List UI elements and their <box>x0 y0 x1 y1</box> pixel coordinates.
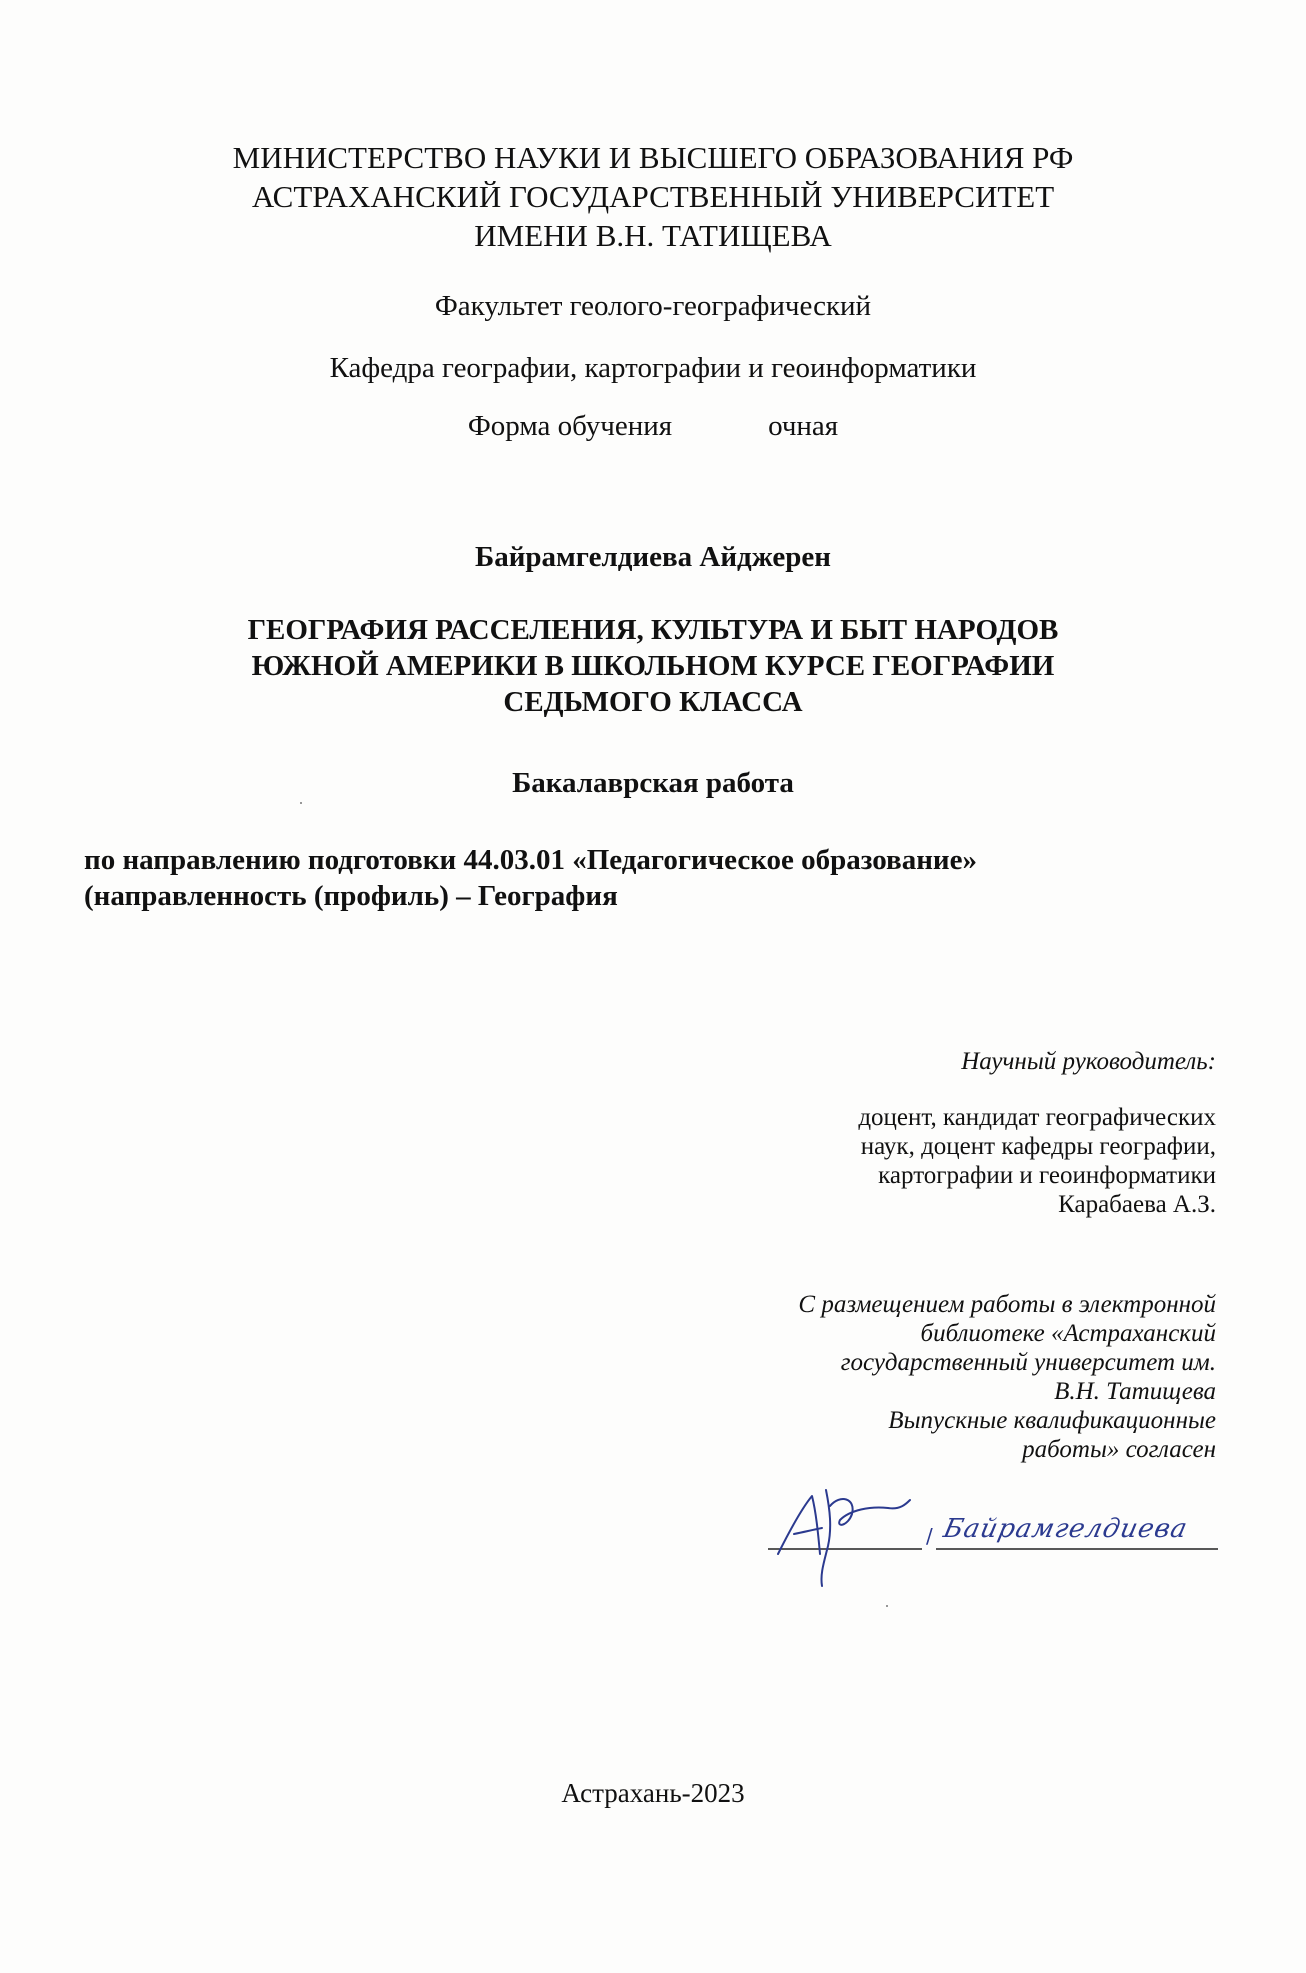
supervisor-line: доцент, кандидат географических <box>858 1104 1216 1131</box>
title-line: СЕДЬМОГО КЛАССА <box>503 686 803 718</box>
scan-speck <box>300 802 302 804</box>
city-year: Астрахань-2023 <box>561 1778 745 1808</box>
department: Кафедра географии, картографии и геоинформатики <box>329 352 977 384</box>
thesis-title <box>0 612 1306 720</box>
supervisor-name: Карабаева А.З. <box>1058 1191 1216 1218</box>
header-line: АСТРАХАНСКИЙ ГОСУДАРСТВЕННЫЙ УНИВЕРСИТЕТ <box>251 179 1055 214</box>
study-direction <box>84 842 977 914</box>
supervisor-info <box>858 1103 1216 1219</box>
author-name: Байрамгелдиева Айджерен <box>475 541 831 573</box>
signature-separator: / <box>926 1524 933 1548</box>
study-form-label: Форма обучения <box>467 410 673 442</box>
study-form <box>0 410 1306 443</box>
supervisor-line: картографии и геоинформатики <box>878 1162 1216 1189</box>
scan-speck <box>886 1605 888 1607</box>
title-line: ГЕОГРАФИЯ РАССЕЛЕНИЯ, КУЛЬТУРА И БЫТ НАРОДОВ <box>247 614 1059 646</box>
supervisor-line: наук, доцент кафедры географии, <box>860 1133 1216 1160</box>
header-line: ИМЕНИ В.Н. ТАТИЩЕВА <box>474 218 832 253</box>
ministry-header <box>0 138 1306 255</box>
supervisor-label: Научный руководитель: <box>961 1048 1216 1075</box>
faculty: Факультет геолого-географический <box>434 290 872 322</box>
handwritten-name: Байрамгелдиева <box>940 1514 1191 1544</box>
direction-line: по направлению подготовки 44.03.01 «Педагогическое образование» <box>84 844 977 876</box>
title-line: ЮЖНОЙ АМЕРИКИ В ШКОЛЬНОМ КУРСЕ ГЕОГРАФИИ <box>251 650 1055 682</box>
header-line: МИНИСТЕРСТВО НАУКИ И ВЫСШЕГО ОБРАЗОВАНИЯ РФ <box>232 140 1074 175</box>
consent-line: С размещением работы в электронной <box>798 1291 1216 1318</box>
study-form-value: очная <box>768 410 839 442</box>
consent-line: Выпускные квалификационные <box>888 1407 1216 1434</box>
consent-line: библиотеке «Астраханский <box>920 1320 1216 1347</box>
consent-statement <box>798 1290 1216 1464</box>
signature-area <box>760 1470 1230 1590</box>
direction-line: (направленность (профиль) – География <box>84 880 618 912</box>
consent-line: В.Н. Татищева <box>1054 1378 1216 1405</box>
work-type: Бакалаврская работа <box>512 767 794 799</box>
consent-line: государственный университет им. <box>840 1349 1216 1376</box>
signature-strokes <box>778 1490 910 1586</box>
consent-line: работы» согласен <box>1022 1436 1216 1463</box>
